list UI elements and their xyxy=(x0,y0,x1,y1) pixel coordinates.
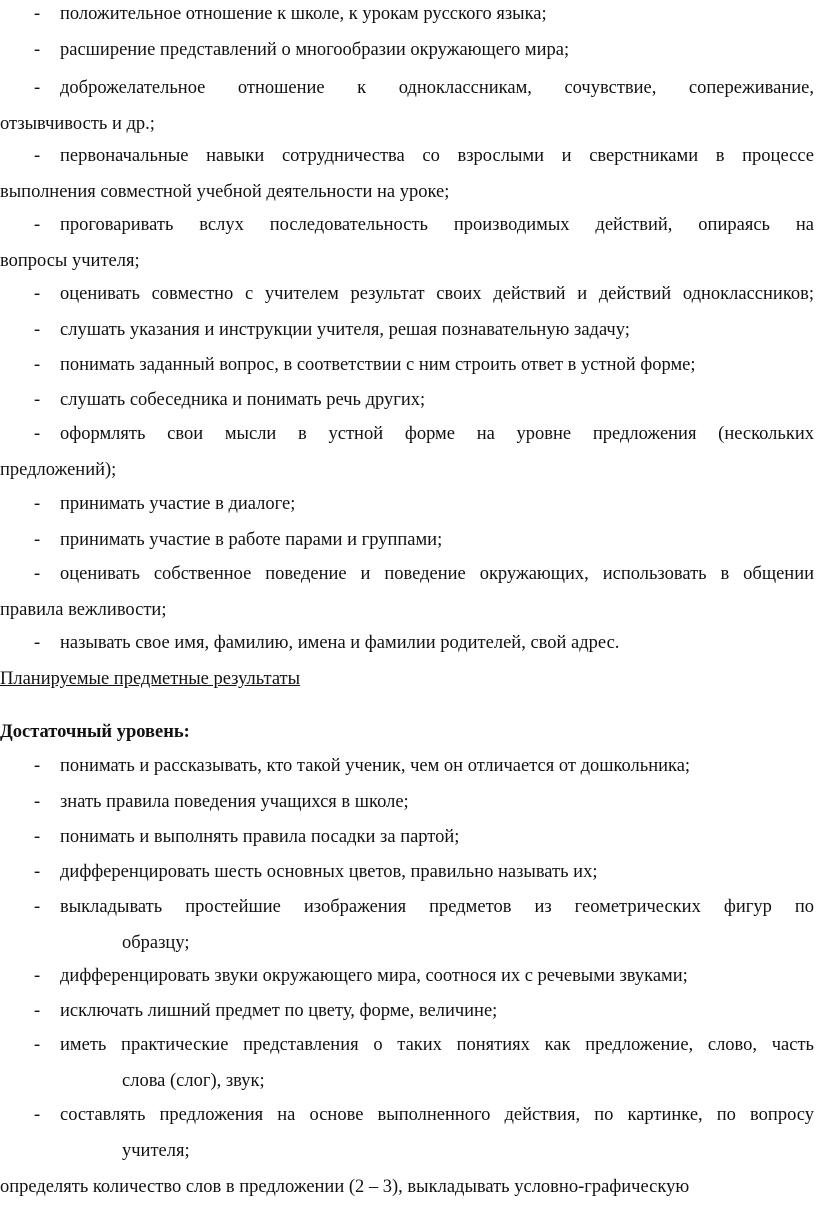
list-item xyxy=(0,556,814,628)
list-item-text: проговаривать вслух последовательность производимых действий, опираясь на xyxy=(60,215,814,235)
list-dash: - xyxy=(34,215,41,235)
list-dash: - xyxy=(34,494,41,514)
list-item-text: знать правила поведения учащихся в школе; xyxy=(60,792,409,812)
list-dash: - xyxy=(34,827,41,847)
list-dash: - xyxy=(34,564,41,584)
level-heading: Достаточный уровень: xyxy=(0,722,190,742)
list-dash: - xyxy=(34,284,41,304)
list-item xyxy=(0,32,814,68)
list-item-text: оценивать собственное поведение и поведение окружающих, использовать в общении xyxy=(60,564,814,584)
list-item-continuation: вопросы учителя; xyxy=(0,251,140,271)
list-item xyxy=(0,1097,814,1169)
list-item-text: дифференцировать шесть основных цветов, правильно называть их; xyxy=(60,862,598,882)
list-item-continuation: предложений); xyxy=(0,460,117,480)
list-item xyxy=(0,819,814,855)
list-item xyxy=(0,784,814,820)
list-dash: - xyxy=(34,530,41,550)
list-item xyxy=(0,207,814,279)
list-item xyxy=(0,276,814,312)
list-item-text: доброжелательное отношение к одноклассникам, сочувствие, сопереживание, xyxy=(60,78,814,98)
list-item-text: исключать лишний предмет по цвету, форме, величине; xyxy=(60,1001,498,1021)
list-item-text: слушать собеседника и понимать речь других; xyxy=(60,390,426,410)
list-item xyxy=(0,748,814,784)
list-item xyxy=(0,625,814,661)
list-item-text: оформлять свои мысли в устной форме на уровне предложения (нескольких xyxy=(60,424,814,444)
list-item-continuation: образцу; xyxy=(122,933,190,953)
list-dash: - xyxy=(34,320,41,340)
list-item xyxy=(0,70,814,142)
list-item-text: называть свое имя, фамилию, имена и фамилии родителей, свой адрес. xyxy=(60,633,620,653)
list-item-text: слушать указания и инструкции учителя, решая познавательную задачу; xyxy=(60,320,630,340)
list-dash: - xyxy=(34,78,41,98)
list-dash: - xyxy=(34,1035,41,1055)
list-item xyxy=(0,312,814,348)
list-item xyxy=(0,347,814,383)
list-dash: - xyxy=(34,146,41,166)
list-dash: - xyxy=(34,424,41,444)
list-item-continuation: учителя; xyxy=(122,1141,190,1161)
list-item-text: составлять предложения на основе выполненного действия, по картинке, по вопросу xyxy=(60,1105,814,1125)
list-item xyxy=(0,958,814,994)
list-dash: - xyxy=(34,633,41,653)
list-dash: - xyxy=(34,40,41,60)
list-item xyxy=(0,138,814,210)
list-item-continuation: слова (слог), звук; xyxy=(122,1071,265,1091)
list-item-text: принимать участие в диалоге; xyxy=(60,494,296,514)
list-dash: - xyxy=(34,355,41,375)
list-item xyxy=(0,522,814,558)
paragraph-text: определять количество слов в предложении (2 – 3), выкладывать условно-графическую xyxy=(0,1177,690,1197)
list-dash: - xyxy=(34,862,41,882)
list-dash: - xyxy=(34,897,41,917)
list-item xyxy=(0,854,814,890)
list-item xyxy=(0,1027,814,1099)
list-item xyxy=(0,0,814,32)
list-item-continuation: выполнения совместной учебной деятельности на уроке; xyxy=(0,182,450,202)
list-item-text: понимать и рассказывать, кто такой ученик, чем он отличается от дошкольника; xyxy=(60,756,691,776)
list-dash: - xyxy=(34,4,41,24)
list-dash: - xyxy=(34,792,41,812)
list-item-text: расширение представлений о многообразии окружающего мира; xyxy=(60,40,570,60)
list-dash: - xyxy=(34,390,41,410)
list-item-text: дифференцировать звуки окружающего мира, соотнося их с речевыми звуками; xyxy=(60,966,688,986)
list-dash: - xyxy=(34,966,41,986)
list-item xyxy=(0,889,814,961)
list-dash: - xyxy=(34,1105,41,1125)
list-dash: - xyxy=(34,756,41,776)
list-item xyxy=(0,486,814,522)
list-item xyxy=(0,993,814,1029)
list-item xyxy=(0,416,814,488)
list-item-text: иметь практические представления о таких понятиях как предложение, слово, часть xyxy=(60,1035,814,1055)
list-item-text: положительное отношение к школе, к урокам русского языка; xyxy=(60,4,547,24)
list-item-text: оценивать совместно с учителем результат своих действий и действий одноклассников; xyxy=(60,284,814,304)
list-item-text: понимать заданный вопрос, в соответствии с ним строить ответ в устной форме; xyxy=(60,355,696,375)
list-dash: - xyxy=(34,1001,41,1021)
list-item xyxy=(0,382,814,418)
list-item-text: выкладывать простейшие изображения предметов из геометрических фигур по xyxy=(60,897,814,917)
list-item-text: понимать и выполнять правила посадки за партой; xyxy=(60,827,460,847)
list-item-text: первоначальные навыки сотрудничества со взрослыми и сверстниками в процессе xyxy=(60,146,814,166)
list-item-continuation: отзывчивость и др.; xyxy=(0,114,155,134)
subject-results-heading: Планируемые предметные результаты xyxy=(0,669,301,689)
list-item-text: принимать участие в работе парами и группами; xyxy=(60,530,443,550)
list-item-continuation: правила вежливости; xyxy=(0,600,167,620)
